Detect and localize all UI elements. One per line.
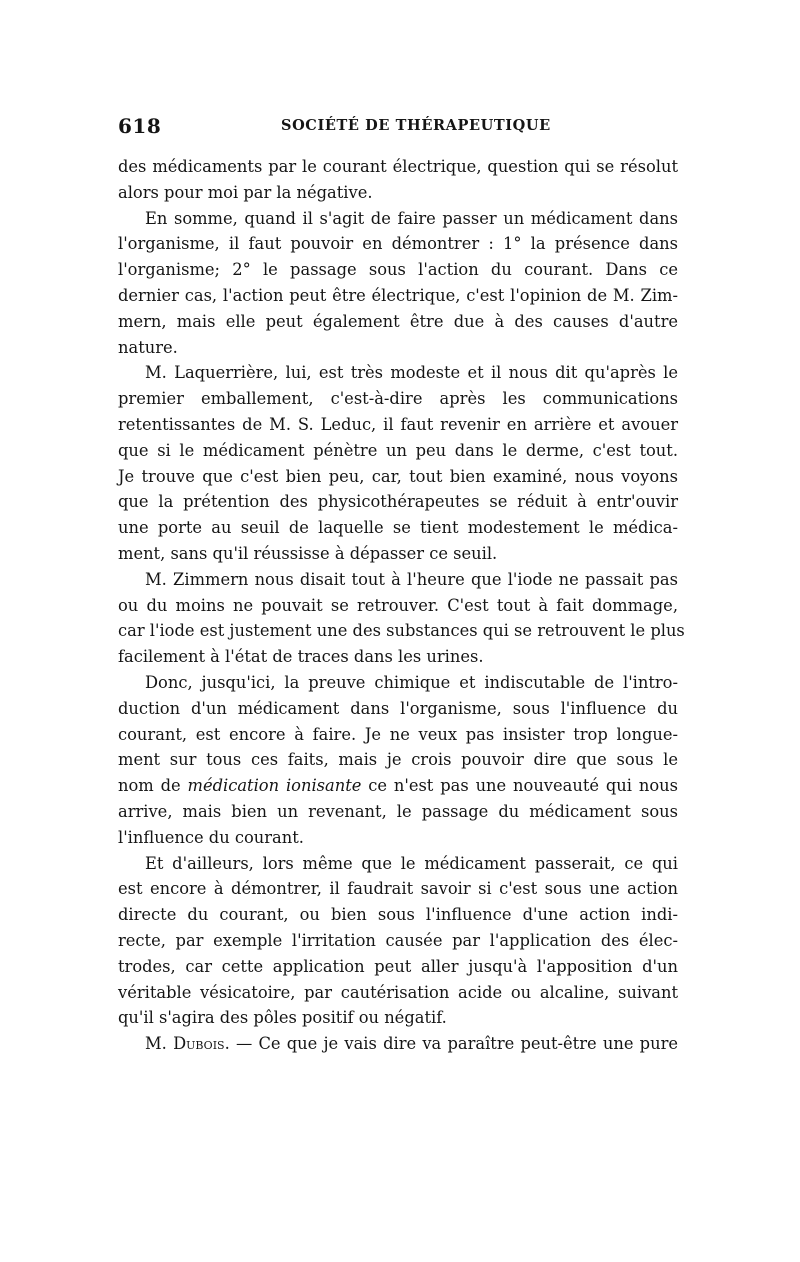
text-fragment: nom de xyxy=(118,776,188,796)
text-line: facilement à l'état de traces dans les urines. xyxy=(118,647,484,667)
text-line: car l'iode est justement une des substances qui se retrouvent le plus xyxy=(118,621,685,641)
text-line: Donc, jusqu'ici, la preuve chimique et indiscutable de l'intro- xyxy=(145,672,678,692)
text-line: l'influence du courant. xyxy=(118,827,304,847)
text-line: mern, mais elle peut également être due à des causes d'autre xyxy=(118,311,678,331)
text-line: qu'il s'agira des pôles positif ou négatif. xyxy=(118,1008,447,1028)
text-fragment: ce n'est pas une nouveauté qui nous xyxy=(361,776,678,796)
text-line: duction d'un médicament dans l'organisme, sous l'influence du xyxy=(118,698,678,718)
italic-term: médication ionisante xyxy=(187,776,362,796)
text-line: ment, sans qu'il réussisse à dépasser ce seuil. xyxy=(118,543,498,563)
text-line: est encore à démontrer, il faudrait savoir si c'est sous une action xyxy=(118,879,678,899)
text-line: recte, par exemple l'irritation causée par l'application des élec- xyxy=(118,930,678,950)
text-line: premier emballement, c'est-à-dire après les communications xyxy=(118,389,678,409)
speaker-prefix: M. xyxy=(145,1034,174,1054)
text-line: Je trouve que c'est bien peu, car, tout bien examiné, nous voyons xyxy=(118,466,678,486)
text-line: une porte au seuil de laquelle se tient modestement le médica- xyxy=(118,518,678,538)
text-fragment: . — Ce que je vais dire va paraître peut-être une pure xyxy=(224,1034,678,1054)
text-line: nature. xyxy=(118,337,178,357)
text-line: trodes, car cette application peut aller jusqu'à l'apposition d'un xyxy=(118,956,678,976)
text-line: M. Laquerrière, lui, est très modeste et il nous dit qu'après le xyxy=(145,363,678,383)
text-line: véritable vésicatoire, par cautérisation acide ou alcaline, suivant xyxy=(118,982,678,1002)
text-line: l'organisme; 2° le passage sous l'action du courant. Dans ce xyxy=(118,260,678,280)
text-line: En somme, quand il s'agit de faire passer un médicament dans xyxy=(145,208,678,228)
body-text xyxy=(118,154,685,1057)
text-line: retentissantes de M. S. Leduc, il faut revenir en arrière et avouer xyxy=(118,414,678,434)
text-line: ment sur tous ces faits, mais je crois pouvoir dire que sous le xyxy=(118,750,678,770)
text-line: l'organisme, il faut pouvoir en démontrer : 1° la présence dans xyxy=(118,234,678,254)
running-head: SOCIÉTÉ DE THÉRAPEUTIQUE xyxy=(281,117,551,134)
text-line: que la prétention des physicothérapeutes se réduit à entr'ouvir xyxy=(118,492,678,512)
text-line: arrive, mais bien un revenant, le passage du médicament sous xyxy=(118,801,678,821)
page-header xyxy=(118,114,678,140)
text-line: M. Zimmern nous disait tout à l'heure que l'iode ne passait pas xyxy=(145,569,678,589)
text-line: ou du moins ne pouvait se retrouver. C'est tout à fait dommage, xyxy=(118,595,678,615)
text-line: que si le médicament pénètre un peu dans le derme, c'est tout. xyxy=(118,440,678,460)
text-line: alors pour moi par la négative. xyxy=(118,182,373,202)
page-number: 618 xyxy=(118,114,162,138)
text-line: dernier cas, l'action peut être électrique, c'est l'opinion de M. Zim- xyxy=(118,285,678,305)
text-line: directe du courant, ou bien sous l'influence d'une action indi- xyxy=(118,905,678,925)
speaker-name: Dubois xyxy=(173,1034,225,1054)
text-line: courant, est encore à faire. Je ne veux pas insister trop longue- xyxy=(118,724,678,744)
text-line: des médicaments par le courant électrique, question qui se résolut xyxy=(118,157,678,176)
text-line xyxy=(118,773,678,799)
text-line xyxy=(118,1031,678,1057)
text-line: Et d'ailleurs, lors même que le médicament passerait, ce qui xyxy=(145,853,678,873)
